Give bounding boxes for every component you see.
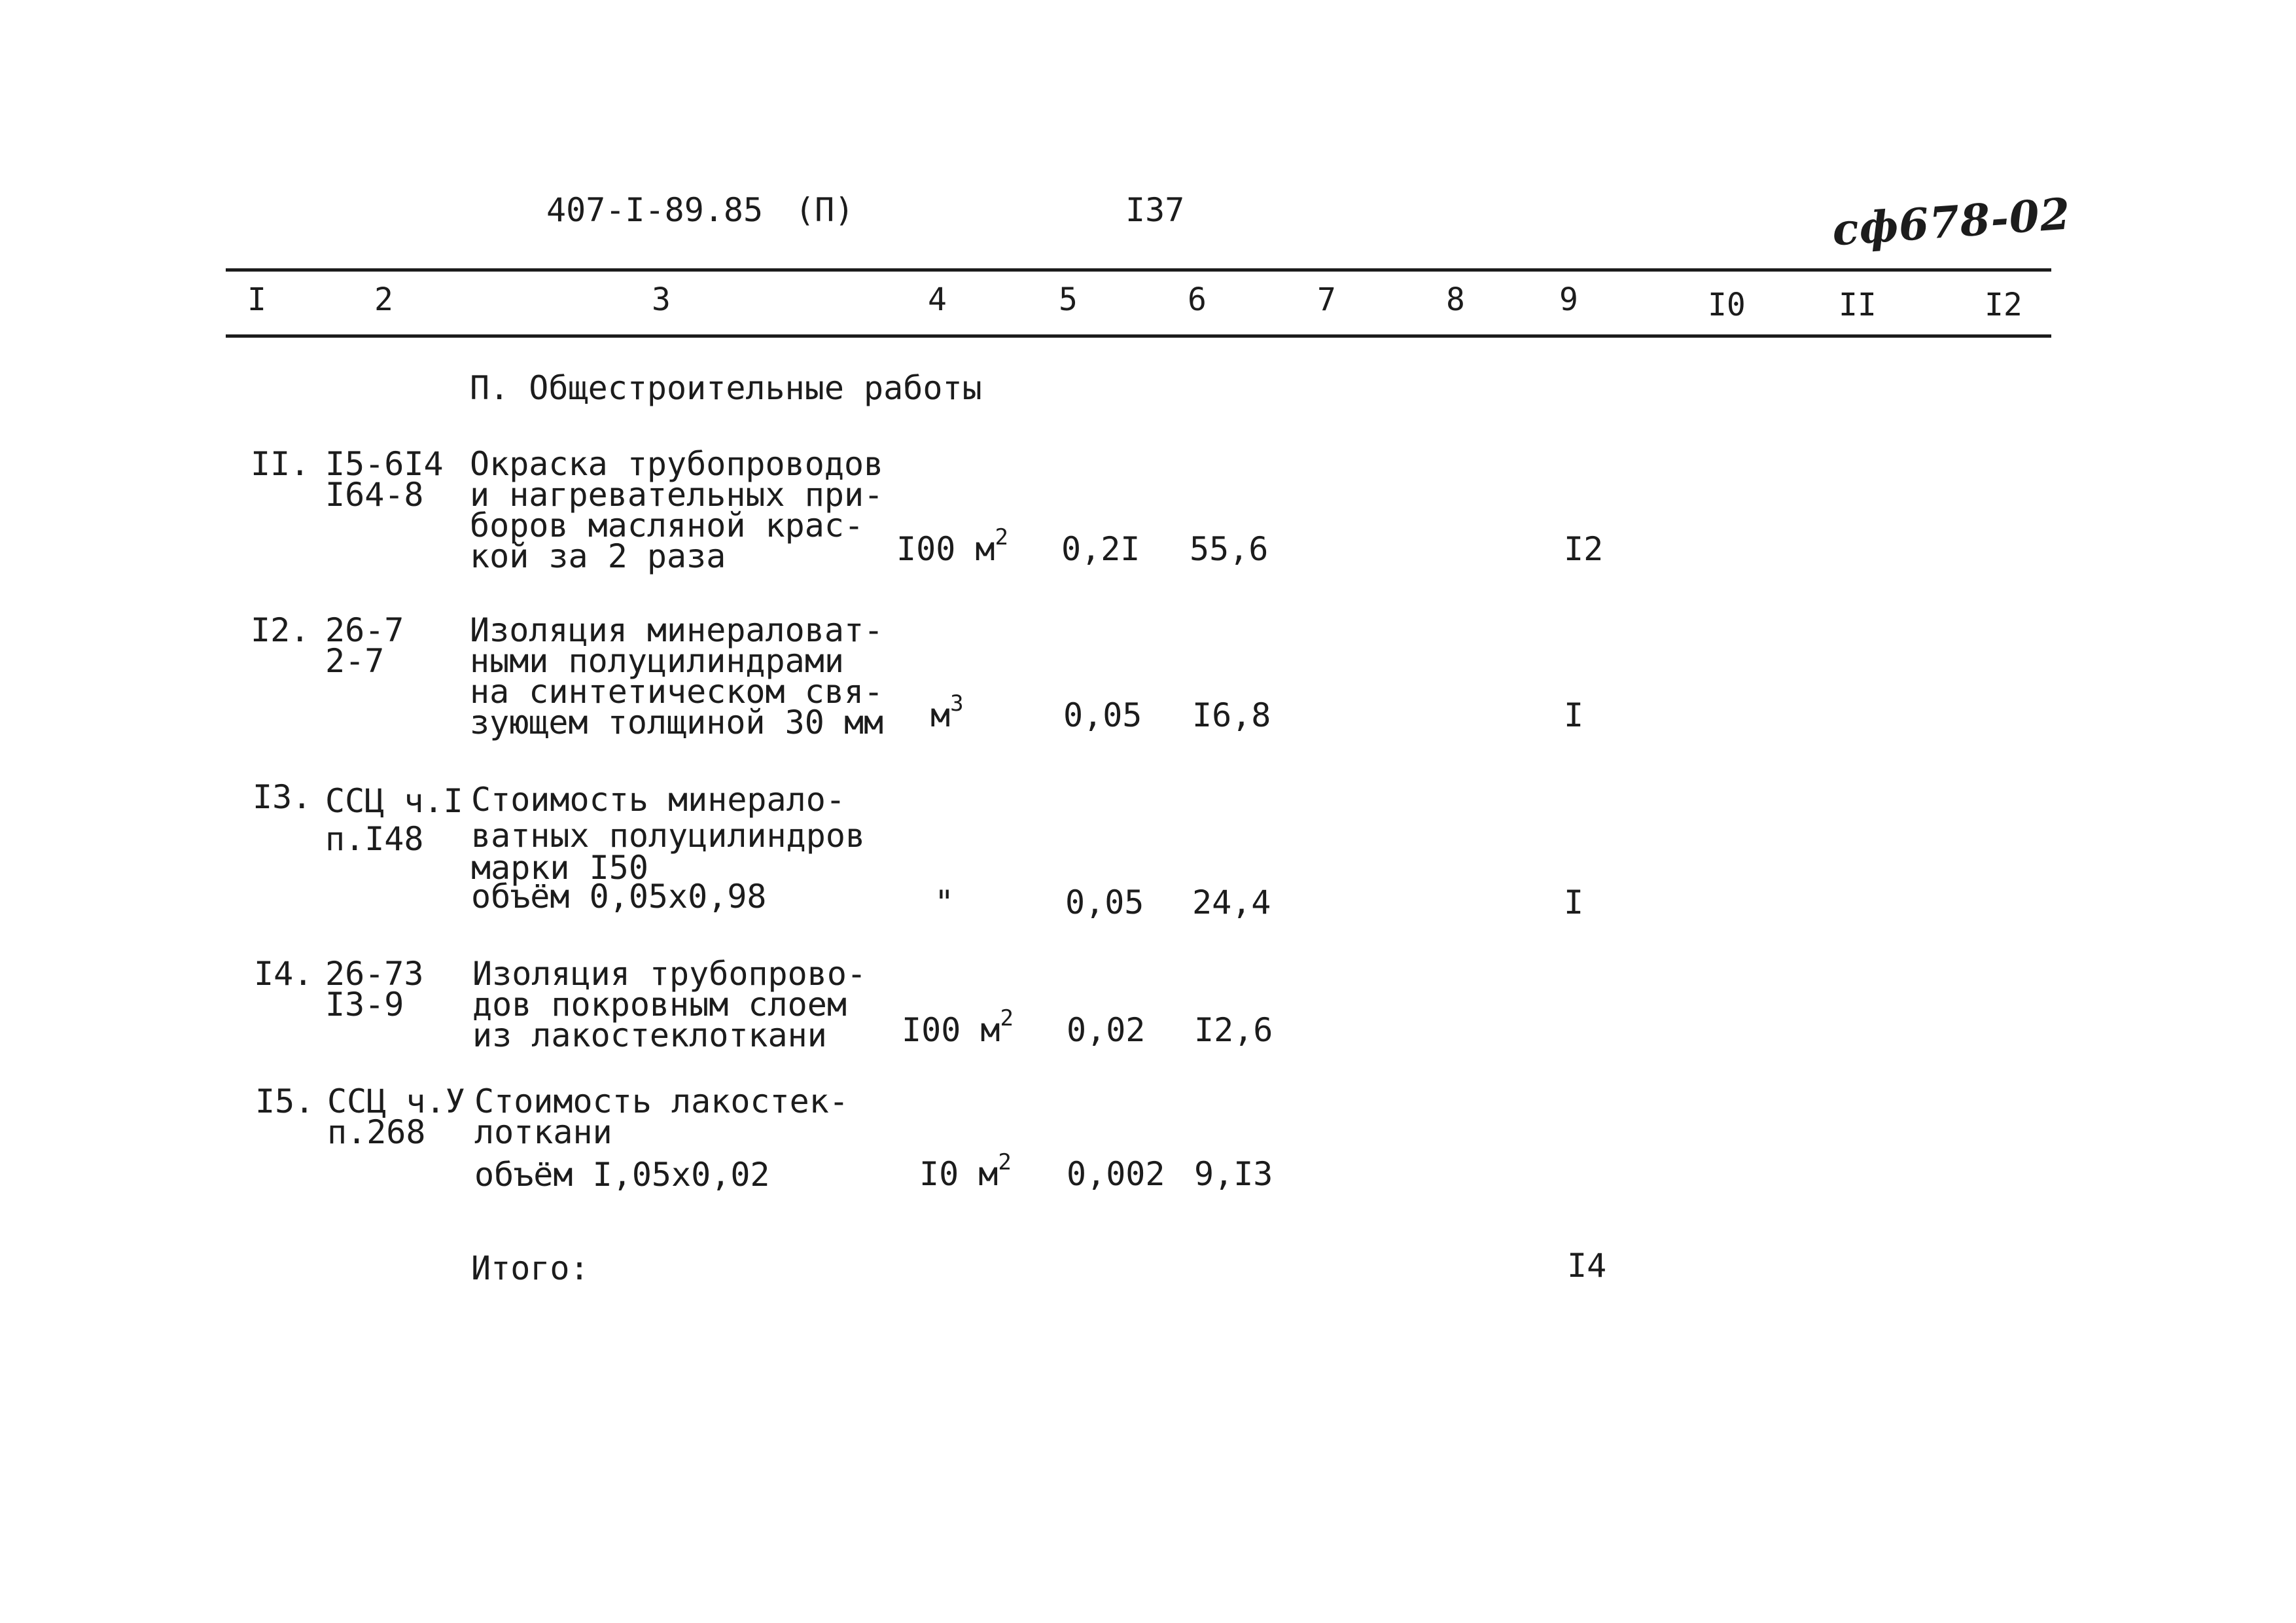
page-number: I37 bbox=[1125, 191, 1185, 229]
row-unit: I0 $м^2$ bbox=[919, 1149, 1012, 1193]
row-col9-value: I2 bbox=[1564, 530, 1604, 568]
row-code: ССЦ ч.У п.268 bbox=[327, 1082, 465, 1151]
column-number: 7 bbox=[1317, 281, 1336, 318]
column-number: I bbox=[247, 281, 266, 318]
column-number: 3 bbox=[652, 281, 671, 318]
row-unit: $м^3$ bbox=[930, 690, 964, 734]
column-number: 6 bbox=[1188, 281, 1207, 318]
row-code: 26-7 2-7 bbox=[325, 611, 404, 680]
row-number: I5. bbox=[255, 1082, 315, 1120]
row-quantity: 0,002 bbox=[1067, 1155, 1165, 1193]
row-description: Стоимость лакостек- лоткани объём I,05х0,02 bbox=[474, 1082, 849, 1194]
column-number: I2 bbox=[1985, 287, 2022, 323]
row-unit: I00 $м^2$ bbox=[896, 524, 1008, 568]
header-rule-bottom bbox=[226, 334, 2051, 338]
document-part: (П) bbox=[795, 191, 855, 229]
row-price: I6,8 bbox=[1192, 696, 1271, 734]
column-number: 8 bbox=[1446, 281, 1465, 318]
column-number: 9 bbox=[1559, 281, 1578, 318]
document-code: 407-I-89.85 bbox=[546, 191, 764, 229]
total-value: I4 bbox=[1567, 1247, 1607, 1285]
row-description: Стоимость минерало- ватных полуцилиндров марки I50 объём 0,05х0,98 bbox=[471, 781, 866, 916]
row-description: Изоляция трубопрово- дов покровным слоем из лакостеклоткани bbox=[472, 955, 867, 1054]
row-unit: I00 $м^2$ bbox=[902, 1005, 1014, 1049]
row-quantity: 0,05 bbox=[1063, 696, 1142, 734]
archive-stamp: сф678-02 bbox=[1830, 188, 2072, 256]
row-code: I5-6I4 I64-8 bbox=[325, 445, 444, 514]
row-unit-ditto: " bbox=[934, 883, 955, 921]
row-price: I2,6 bbox=[1194, 1011, 1273, 1049]
total-label: Итого: bbox=[471, 1249, 590, 1287]
header-rule-top bbox=[226, 268, 2051, 272]
row-quantity: 0,05 bbox=[1065, 883, 1144, 921]
row-number: I3. bbox=[253, 778, 312, 816]
column-number: 2 bbox=[374, 281, 393, 318]
row-number: I4. bbox=[254, 955, 313, 993]
column-number: 5 bbox=[1059, 281, 1078, 318]
row-col9-value: I bbox=[1564, 883, 1584, 921]
row-quantity: 0,2I bbox=[1061, 530, 1140, 568]
row-number: I2. bbox=[251, 611, 310, 649]
row-price: 24,4 bbox=[1192, 883, 1271, 921]
row-description: Изоляция минераловат- ными полуцилиндрами на синтетическом свя- зующем толщиной 30 мм bbox=[470, 611, 884, 741]
column-number: I0 bbox=[1708, 287, 1746, 323]
row-col9-value: I bbox=[1564, 696, 1584, 734]
column-number: II bbox=[1839, 287, 1877, 323]
row-number: II. bbox=[251, 445, 310, 483]
column-number: 4 bbox=[928, 281, 947, 318]
row-description: Окраска трубопроводов и нагревательных при- боров масляной крас- кой за 2 раза bbox=[470, 445, 884, 575]
section-title: П. Общестроительные работы bbox=[470, 369, 982, 407]
row-price: 9,I3 bbox=[1194, 1155, 1273, 1193]
row-code: ССЦ ч.I п.I48 bbox=[325, 782, 463, 858]
row-code: 26-73 I3-9 bbox=[325, 955, 424, 1024]
row-quantity: 0,02 bbox=[1067, 1011, 1146, 1049]
row-price: 55,6 bbox=[1190, 530, 1269, 568]
